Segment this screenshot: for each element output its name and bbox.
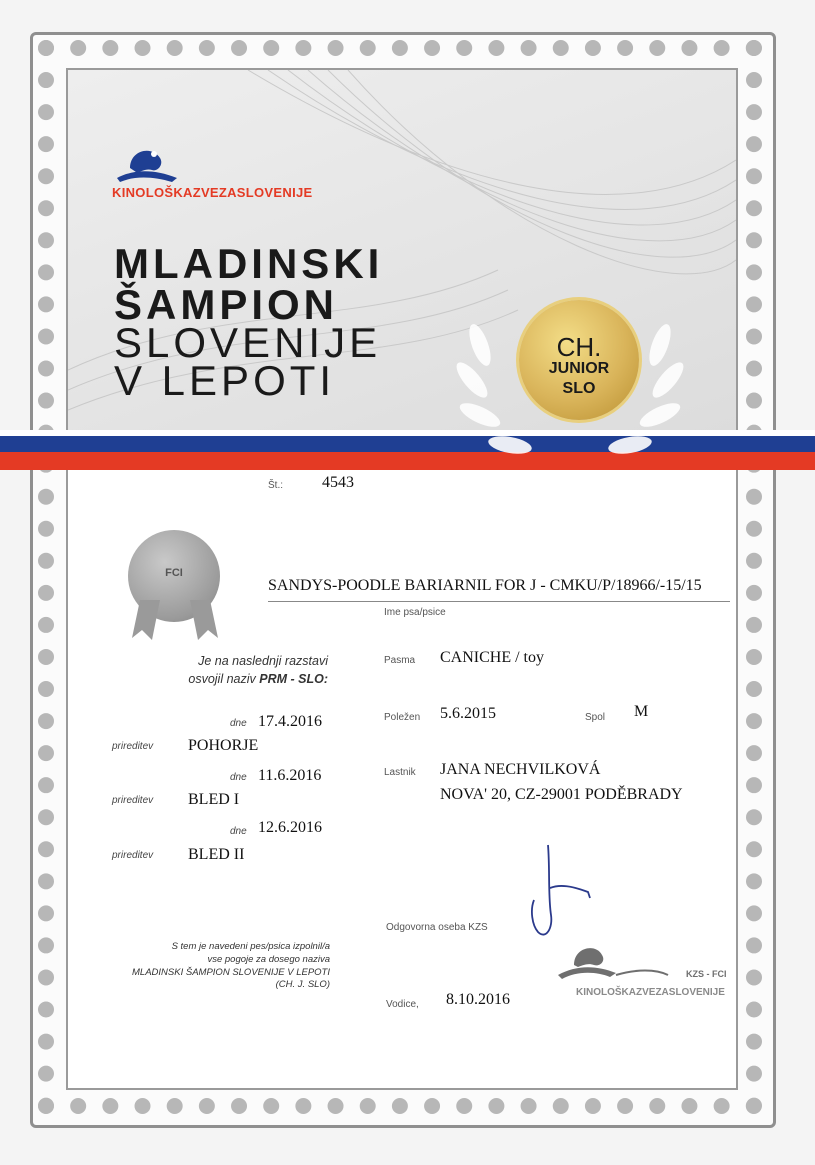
fci-seal-label: FCI [165,567,183,579]
dog-name: SANDYS-POODLE BARIARNIL FOR J - CMKU/P/18966/-15/15 [268,577,702,594]
name-underline [268,601,730,602]
breed-value: CANICHE / toy [440,649,544,666]
show-3-date-label: dne [230,826,247,837]
title-line-1: MLADINSKI [114,240,384,287]
flag-stripe-blue [0,436,815,452]
show-2-date: 11.6.2016 [258,767,322,784]
sex-label: Spol [585,712,606,723]
owner-name: JANA NECHVILKOVÁ [440,761,601,778]
show-2-event-label: prireditev [112,795,154,806]
title-line-4: V LEPOTI [114,357,336,404]
footer-note-line-2: vse pogoje za dosego naziva [207,953,330,965]
show-1-event: POHORJE [188,737,259,754]
stamp-text: KINOLOŠKAZVEZASLOVENIJE [576,987,725,998]
kzs-dog-logo-icon [112,140,182,185]
show-1-date: 17.4.2016 [258,713,322,730]
owner-label: Lastnik [384,767,416,778]
footer-note-line-3: MLADINSKI ŠAMPION SLOVENIJE V LEPOTI [132,966,330,978]
certificate-number: 4543 [322,474,354,491]
seal-junior-text: JUNIOR [548,360,610,377]
show-3-event-label: prireditev [112,850,154,861]
born-date: 5.6.2015 [440,705,496,722]
seal-slo-text: SLO [562,380,596,397]
footer-note-line-1: S tem je navedeni pes/psica izpolnil/a [171,941,330,952]
show-3-date: 12.6.2016 [258,819,322,836]
place-label: Vodice, [386,999,419,1010]
breed-label: Pasma [384,655,416,666]
footer-note-line-4: (CH. J. SLO) [275,979,330,991]
organization-stamp [556,935,736,1005]
number-label: Št.: [268,480,284,491]
intro-line-2 [150,672,328,686]
organization-name: KINOLOŠKAZVEZASLOVENIJE [112,185,313,200]
flag-stripe-red [0,452,815,470]
title-line-3: SLOVENIJE [114,319,382,366]
junior-champion-seal [519,300,639,420]
handwritten-signature [528,840,598,945]
show-2-date-label: dne [230,772,247,783]
show-2-event: BLED I [188,791,240,808]
sex-value: M [634,703,649,720]
born-label: Poležen [384,712,421,723]
footer-note [60,941,330,992]
show-3-event: BLED II [188,846,245,863]
stamp-code: KZS - FCI [686,969,727,979]
dog-name-label: Ime psa/psice [384,607,446,618]
issue-date: 8.10.2016 [446,991,510,1008]
title-line-2: ŠAMPION [114,281,339,328]
seal-ch-text: CH. [556,332,602,362]
intro-title-code: PRM - SLO: [259,672,328,686]
intro-line-2-text: osvojil naziv [188,672,260,686]
owner-address: NOVA' 20, CZ-29001 PODĚBRADY [440,786,683,803]
intro-line-1: Je na naslednji razstavi [198,654,328,668]
responsible-person-label: Odgovorna oseba KZS [386,922,488,933]
ribbon-icon [128,600,223,645]
show-1-event-label: prireditev [112,741,154,752]
show-1-date-label: dne [230,718,247,729]
